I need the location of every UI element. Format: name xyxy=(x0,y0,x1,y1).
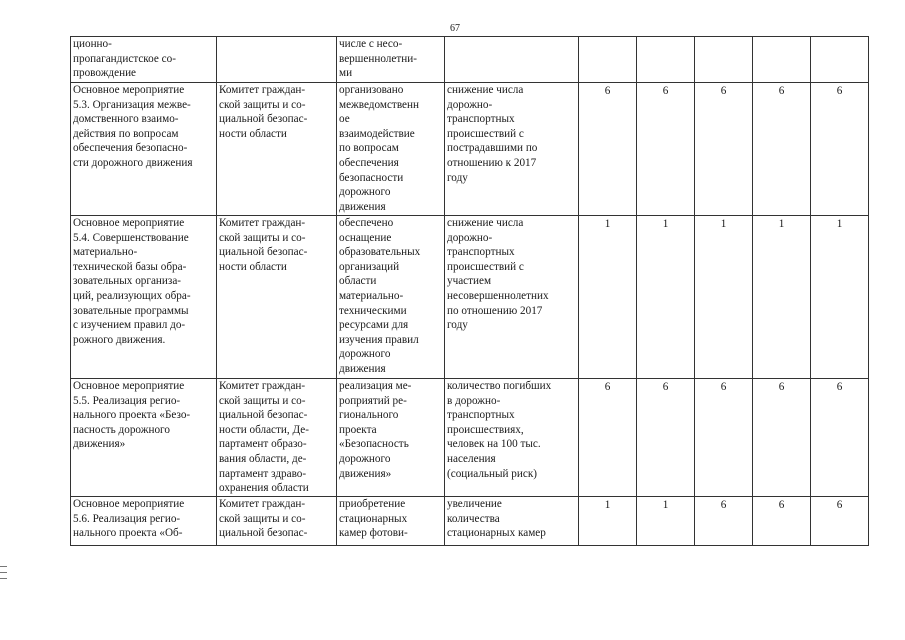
activity-cell: Основное мероприятие 5.6. Реализация регио- нального проекта «Об- xyxy=(71,497,217,546)
indicator-cell: снижение числа дорожно- транспортных происшествий с участием несовершеннолетних по отношению 2017 году xyxy=(445,216,579,379)
table-row xyxy=(71,379,869,497)
value-cell-4 xyxy=(753,37,811,83)
indicator-cell xyxy=(445,37,579,83)
value-cell-4: 1 xyxy=(753,216,811,379)
page-number: 67 xyxy=(450,23,460,34)
value-cell-5: 6 xyxy=(811,497,869,546)
value-cell-1: 1 xyxy=(579,216,637,379)
table-row xyxy=(71,37,869,83)
value-cell-4: 6 xyxy=(753,497,811,546)
value-cell-2: 6 xyxy=(637,83,695,216)
scan-edge-mark xyxy=(0,566,7,567)
value-cell-3: 1 xyxy=(695,216,753,379)
value-cell-2 xyxy=(637,37,695,83)
indicator-cell: увеличение количества стационарных камер xyxy=(445,497,579,546)
value-cell-2: 1 xyxy=(637,216,695,379)
value-cell-5 xyxy=(811,37,869,83)
activity-cell: Основное мероприятие 5.4. Совершенствование материально- технической базы обра- зовательных организа- ций, реализующих обра- зовательные программы с изучением правил до- рожного движения. xyxy=(71,216,217,379)
table-row xyxy=(71,83,869,216)
program-activities-table xyxy=(70,36,869,546)
value-cell-2: 1 xyxy=(637,497,695,546)
value-cell-3 xyxy=(695,37,753,83)
executor-cell: Комитет граждан- ской защиты и со- циальной безопас- ности области, Де- партамент образо- вания области, де- партамент здраво- охранения области xyxy=(217,379,337,497)
activity-cell: Основное мероприятие 5.3. Организация межве- домственного взаимо- действия по вопросам обеспечения безопасно- сти дорожного движения xyxy=(71,83,217,216)
indicator-cell: снижение числа дорожно- транспортных происшествий с пострадавшими по отношению к 2017 году xyxy=(445,83,579,216)
value-cell-1: 1 xyxy=(579,497,637,546)
value-cell-1 xyxy=(579,37,637,83)
value-cell-4: 6 xyxy=(753,83,811,216)
value-cell-5: 1 xyxy=(811,216,869,379)
result-cell: организовано межведомственн ое взаимодействие по вопросам обеспечения безопасности дорожного движения xyxy=(337,83,445,216)
table-row xyxy=(71,216,869,379)
value-cell-1: 6 xyxy=(579,83,637,216)
value-cell-1: 6 xyxy=(579,379,637,497)
result-cell: приобретение стационарных камер фотови- xyxy=(337,497,445,546)
executor-cell: Комитет граждан- ской защиты и со- циальной безопас- ности области xyxy=(217,216,337,379)
result-cell: обеспечено оснащение образовательных организаций области материально- техническими ресурсами для изучения правил дорожного движения xyxy=(337,216,445,379)
indicator-cell: количество погибших в дорожно- транспортных происшествиях, человек на 100 тыс. населения (социальный риск) xyxy=(445,379,579,497)
executor-cell: Комитет граждан- ской защиты и со- циальной безопас- xyxy=(217,497,337,546)
result-cell: числе с несо- вершеннолетни- ми xyxy=(337,37,445,83)
activity-cell: Основное мероприятие 5.5. Реализация регио- нального проекта «Безо- пасность дорожного движения» xyxy=(71,379,217,497)
table-row xyxy=(71,497,869,546)
value-cell-5: 6 xyxy=(811,379,869,497)
executor-cell xyxy=(217,37,337,83)
scan-edge-mark xyxy=(0,572,7,573)
result-cell: реализация ме- роприятий ре- гионального проекта «Безопасность дорожного движения» xyxy=(337,379,445,497)
activity-cell: ционно- пропагандистское со- провождение xyxy=(71,37,217,83)
value-cell-5: 6 xyxy=(811,83,869,216)
value-cell-4: 6 xyxy=(753,379,811,497)
value-cell-3: 6 xyxy=(695,83,753,216)
value-cell-2: 6 xyxy=(637,379,695,497)
value-cell-3: 6 xyxy=(695,497,753,546)
value-cell-3: 6 xyxy=(695,379,753,497)
scan-edge-mark xyxy=(0,578,7,579)
executor-cell: Комитет граждан- ской защиты и со- циальной безопас- ности области xyxy=(217,83,337,216)
